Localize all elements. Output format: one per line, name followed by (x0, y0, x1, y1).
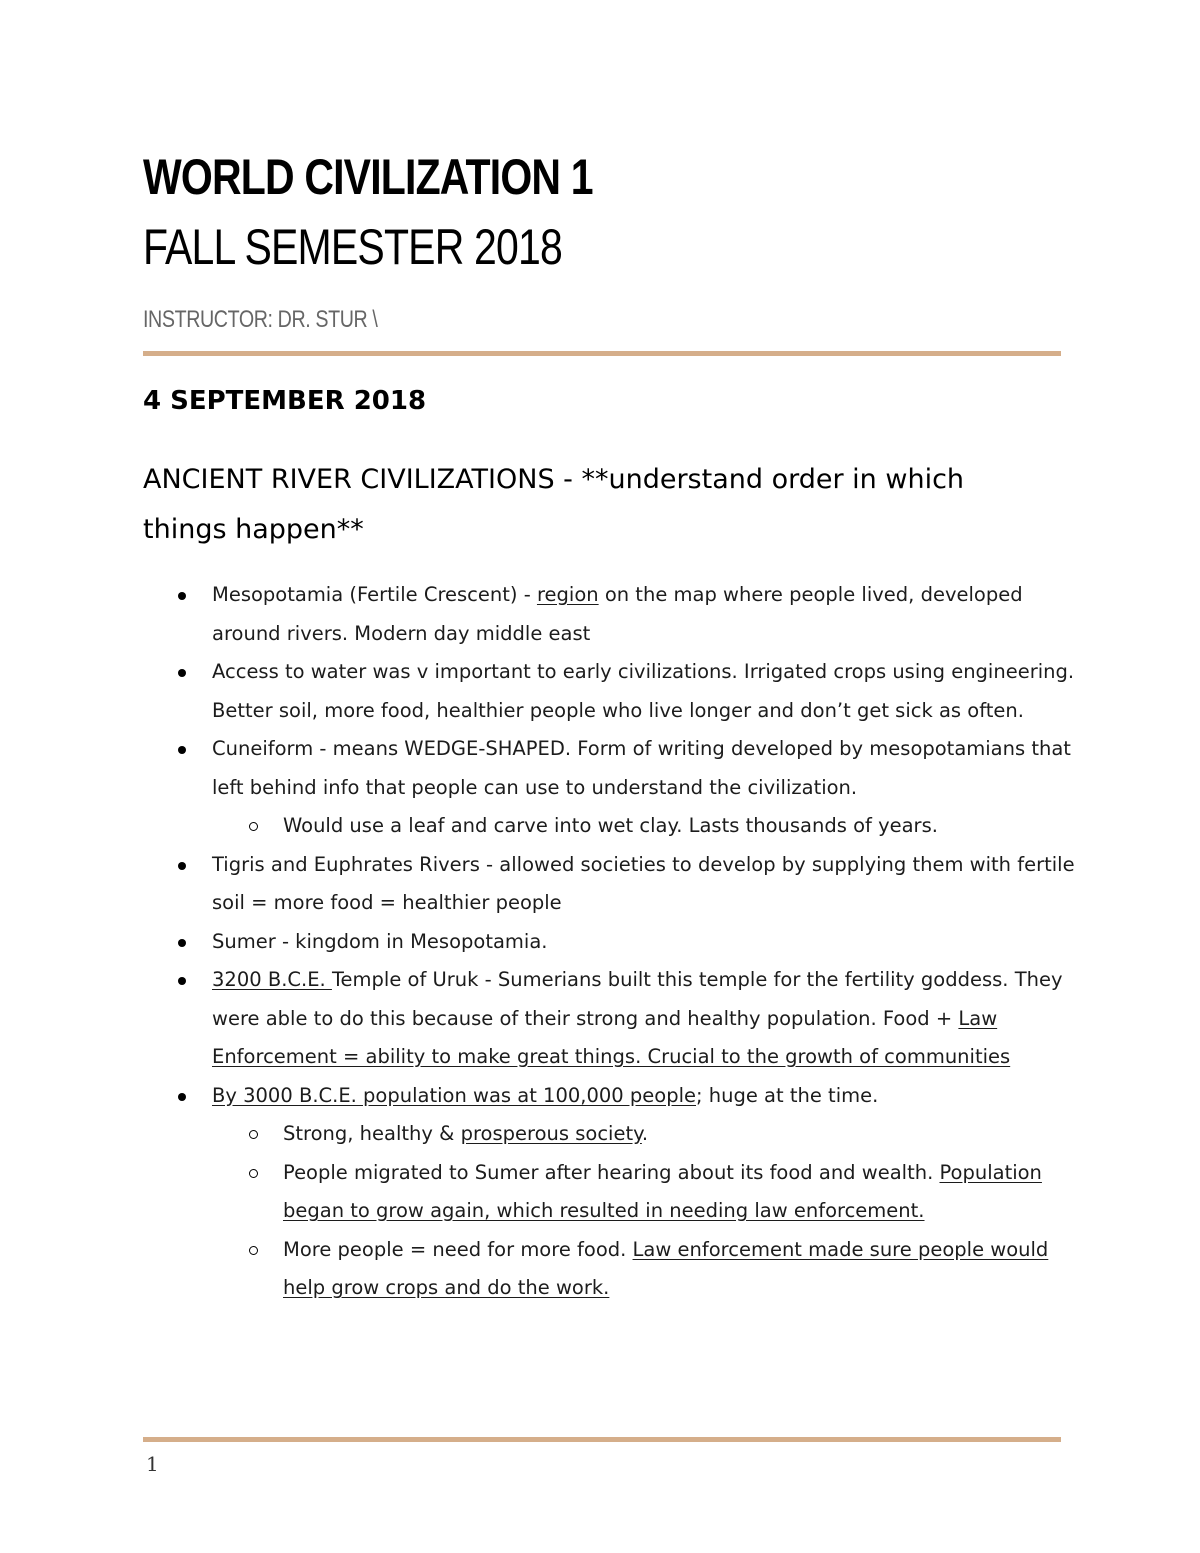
bullet-dot-icon (178, 862, 186, 870)
header-divider (143, 351, 1061, 356)
underlined-text: Law enforcement made sure people would help grow crops and do the work. (283, 1237, 1049, 1299)
underlined-text: prosperous society (460, 1122, 642, 1145)
sub-list-item (0, 1154, 1083, 1231)
notes-list (0, 576, 1100, 1308)
bullet-circle-icon (249, 822, 258, 831)
list-item-text: Strong, healthy & (283, 1122, 461, 1145)
date-heading: 4 SEPTEMBER 2018 (143, 386, 427, 416)
document-subtitle: FALL SEMESTER 2018 (143, 219, 562, 275)
underlined-text: By 3000 B.C.E. population was at 100,000 people (212, 1083, 696, 1107)
list-item-text: Cuneiform - means WEDGE-SHAPED. Form of writing developed by mesopotamians that left behind info that people can use to understand the civilization. (212, 737, 1071, 799)
list-item-text: Sumer - kingdom in Mesopotamia. (212, 929, 548, 953)
bullet-dot-icon (178, 977, 186, 985)
bullet-circle-icon (249, 1169, 258, 1178)
list-item-text: . (641, 1122, 649, 1145)
list-item (0, 1077, 1082, 1116)
list-item-text: Would use a leaf and carve into wet clay. Lasts thousands of years. (283, 814, 938, 837)
list-item (0, 846, 1082, 923)
list-item-text: Mesopotamia (Fertile Crescent) - (212, 583, 537, 606)
list-item-text: More people = need for more food. (283, 1237, 633, 1261)
sub-list-item (0, 1231, 1083, 1308)
underlined-text: Population began to grow again, which resulted in needing law enforcement. (283, 1160, 1042, 1222)
list-item (0, 576, 1082, 653)
bullet-dot-icon (178, 939, 186, 947)
list-item-text: People migrated to Sumer after hearing about its food and wealth. (283, 1160, 940, 1184)
instructor-label: INSTRUCTOR: DR. STUR \ (143, 306, 378, 333)
list-item-text: Temple of Uruk - Sumerians built this temple for the fertility goddess. They were able to do this because of their strong and healthy population. Food + (212, 968, 1063, 1030)
sub-list-item (0, 1115, 1083, 1154)
list-item-text: Tigris and Euphrates Rivers - allowed societies to develop by supplying them with fertile soil = more food = healthier people (212, 852, 1075, 914)
bullet-dot-icon (178, 1093, 186, 1101)
underlined-text: region (536, 583, 599, 606)
sub-list-item (0, 807, 1083, 846)
list-item (0, 923, 1082, 962)
section-heading: ANCIENT RIVER CIVILIZATIONS - **understand order in which things happen** (143, 464, 965, 545)
list-item (0, 653, 1082, 730)
list-item (0, 730, 1082, 807)
bullet-dot-icon (178, 669, 186, 677)
footer-divider (143, 1437, 1061, 1442)
document-title: WORLD CIVILIZATION 1 (143, 149, 593, 205)
underlined-text: 3200 B.C.E. (212, 968, 332, 991)
bullet-dot-icon (178, 592, 186, 600)
list-item-text: ; huge at the time. (696, 1083, 879, 1107)
bullet-dot-icon (178, 746, 186, 754)
page-number: 1 (146, 1452, 159, 1476)
list-item (0, 961, 1082, 1077)
bullet-circle-icon (249, 1246, 258, 1255)
underlined-text: Law Enforcement = ability to make great things. Crucial to the growth of communities (212, 1006, 1011, 1068)
bullet-circle-icon (249, 1130, 258, 1139)
list-item-text: on the map where people lived, developed around rivers. Modern day middle east (212, 583, 1023, 645)
list-item-text: Access to water was v important to early civilizations. Irrigated crops using engineering. Better soil, more food, healthier people who live longer and don’t get sick as often. (212, 660, 1075, 722)
